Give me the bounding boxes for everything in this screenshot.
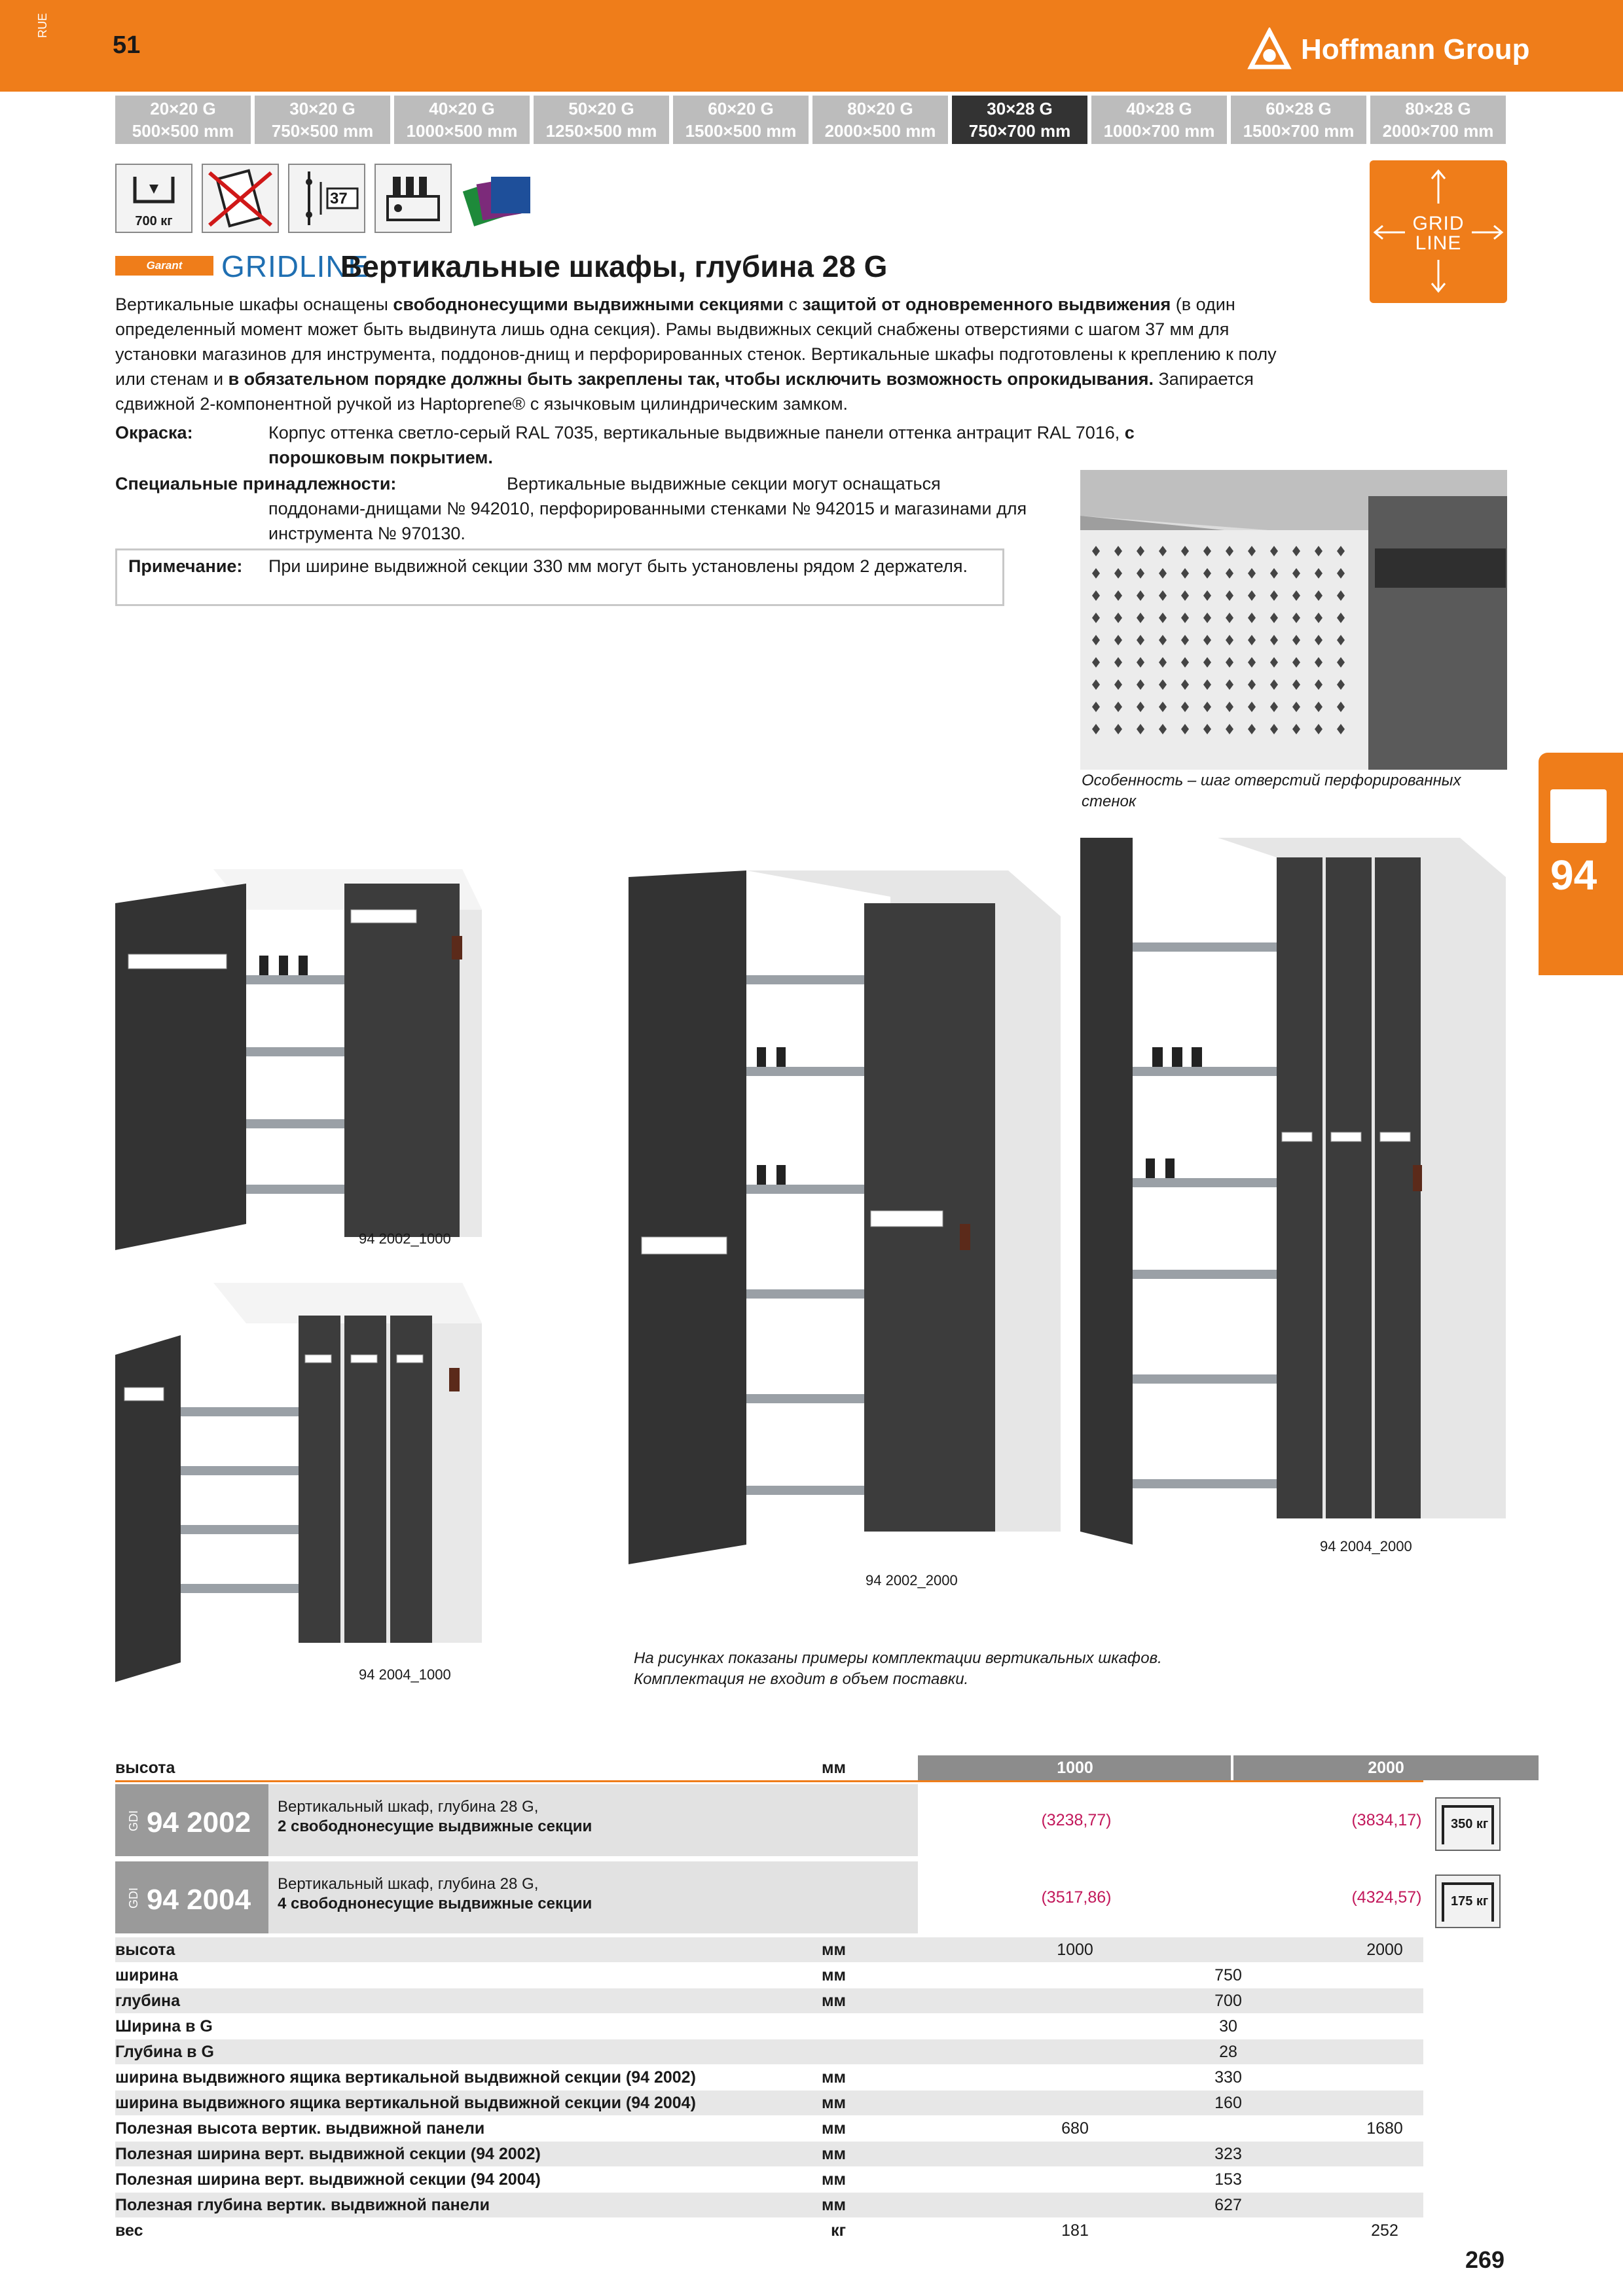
- intro-text: Вертикальные шкафы оснащены свободнонесущими выдвижными секциями с защитой от одновременного выдвижения (в один определенный момент может быть выдвинута лишь одна секция). Рамы выдвижных секций снабжены отверстиями с шагом 37 мм для установки магазинов для инструмента, поддонов-днищ и перфорированных стенок. Вертикальные шкафы подготовлены к креплению к полу или стенам и в обязательном порядке должны быть закреплены так, чтобы исключить возможность опрокидывания. Запирается сдвижной 2-компонентной ручкой из Haptoprene® с язычковым цилиндрическим замком.: [115, 295, 1277, 414]
- spec-row: ширина мм 750: [115, 1966, 1242, 1984]
- spec-row: глубина мм 700: [115, 1988, 1423, 2013]
- spec-row: высота мм 1000 2000: [115, 1937, 1423, 1962]
- cabinet-image-942004-2000: [1080, 838, 1506, 1545]
- spec-row: Ширина в G 30: [115, 2017, 1237, 2036]
- price-2000: (3834,17): [1232, 1784, 1539, 1856]
- brand-logo: [1247, 27, 1530, 72]
- spec-row: Полезная высота вертик. выдвижной панели мм 680 1680: [115, 2119, 1403, 2138]
- load-capacity-label: 700 кг: [135, 214, 173, 228]
- accessories-text-2: поддонами-днищами № 942010, перфорированными стенками № 942015 и магазинами для инструмента № 970130.: [268, 499, 1027, 543]
- product-row: [115, 1784, 1423, 1856]
- cabinet-caption-1: 94 2002_1000: [359, 1230, 451, 1247]
- garant-logo: Garant: [115, 256, 213, 276]
- spec-row: Полезная ширина верт. выдвижной секции (94 2004) мм 153: [115, 2170, 1242, 2189]
- drawer-load-icon: 175 кг: [1435, 1874, 1501, 1928]
- price-1000: (3517,86): [918, 1861, 1232, 1933]
- load-capacity-icon: [115, 164, 192, 233]
- product-description: Вертикальный шкаф, глубина 28 G, 4 свободнонесущие выдвижные секции: [268, 1861, 918, 1933]
- gridline-logo: GRIDLINE: [221, 249, 369, 283]
- product-row: [115, 1861, 1423, 1933]
- spec-row: Глубина в G 28: [115, 2039, 1423, 2064]
- accessories-label: Специальные принадлежности:: [115, 474, 397, 493]
- hole-pitch-label: 37: [330, 190, 348, 207]
- price-2000: (4324,57): [1232, 1861, 1539, 1933]
- cabinet-image-942004-1000: [115, 1276, 482, 1682]
- header-height-2000: 2000: [1231, 1755, 1539, 1780]
- grid-size-cell: 40×28 G 1000×700 mm: [1091, 96, 1227, 144]
- grid-size-cell: 40×20 G 1000×500 mm: [394, 96, 530, 144]
- grid-size-strip: [115, 96, 1506, 144]
- price-1000: (3238,77): [918, 1784, 1232, 1856]
- spec-row: ширина выдвижного ящика вертикальной выдвижной секции (94 2004) мм 160: [115, 2090, 1423, 2115]
- note-text: При ширине выдвижной секции 330 мм могут быть установлены рядом 2 держателя.: [268, 556, 968, 576]
- grid-size-cell: 60×20 G 1500×500 mm: [673, 96, 809, 144]
- cabinet-image-942002-1000: [115, 844, 482, 1263]
- cabinet-caption-4: 94 2004_2000: [1320, 1538, 1412, 1554]
- page-number-top: 51: [113, 31, 141, 59]
- cabinet-icon: [1550, 789, 1607, 843]
- paint-text: Корпус оттенка светло-серый RAL 7035, вертикальные выдвижные панели оттенка антрацит RAL 7016, с порошковым покрытием.: [268, 423, 1135, 467]
- header-label: высота: [115, 1759, 175, 1777]
- grid-size-cell: 30×20 G 750×500 mm: [255, 96, 390, 144]
- table-header-row: [115, 1755, 1423, 1780]
- header-height-1000: 1000: [918, 1755, 1232, 1780]
- feature-icons: [115, 164, 538, 233]
- hole-pitch-icon: [288, 164, 365, 233]
- product-code-cell: [115, 1861, 268, 1933]
- page-title: Вертикальные шкафы, глубина 28 G: [340, 249, 888, 283]
- tool-magazine-icon: [374, 164, 452, 233]
- product-code: 94 2004: [147, 1884, 251, 1916]
- grid-size-cell: 80×20 G 2000×500 mm: [812, 96, 948, 144]
- drawer-load-icon: 350 кг: [1435, 1797, 1501, 1851]
- table-accent-line: [115, 1780, 1423, 1782]
- group-code: GDI: [127, 1887, 140, 1909]
- cabinet-caption-2: 94 2004_1000: [359, 1666, 451, 1683]
- cabinet-caption-3: 94 2002_2000: [866, 1572, 958, 1588]
- group-code: GDI: [127, 1810, 140, 1831]
- gridline-badge: [1370, 160, 1507, 303]
- grid-size-cell: 60×28 G 1500×700 mm: [1231, 96, 1366, 144]
- product-code: 94 2002: [147, 1806, 251, 1839]
- grid-size-cell: 20×20 G 500×500 mm: [115, 96, 251, 144]
- color-samples-icon: [461, 164, 538, 233]
- grid-size-cell: 80×28 G 2000×700 mm: [1370, 96, 1506, 144]
- photo-caption: Особенность – шаг отверстий перфорированных стенок: [1082, 772, 1461, 810]
- accessories-text-1: Вертикальные выдвижные секции могут оснащаться: [507, 474, 941, 493]
- page-number-bottom: 269: [1465, 2246, 1505, 2273]
- grid-size-cell: 30×28 G 750×700 mm: [952, 96, 1087, 144]
- brand-name: Hoffmann Group: [1301, 33, 1530, 65]
- chapter-number: 94: [1550, 852, 1597, 899]
- spec-row: вес кг 181 252: [115, 2221, 1398, 2240]
- figures-caption: На рисунках показаны примеры комплектации вертикальных шкафов. Комплектация не входит в объем поставки.: [634, 1649, 1162, 1688]
- note-label: Примечание:: [128, 556, 243, 576]
- hoffmann-logo-icon: [1247, 27, 1292, 72]
- grid-size-cell: 50×20 G 1250×500 mm: [534, 96, 669, 144]
- spec-row: Полезная ширина верт. выдвижной секции (94 2002) мм 323: [115, 2142, 1423, 2166]
- spec-row: ширина выдвижного ящика вертикальной выдвижной секции (94 2002) мм 330: [115, 2068, 1242, 2087]
- header-unit: мм: [822, 1759, 846, 1777]
- chapter-tab: [1539, 753, 1623, 975]
- cabinet-image-942002-2000: [629, 870, 1061, 1564]
- badge-line2: LINE: [1415, 232, 1462, 254]
- product-description: Вертикальный шкаф, глубина 28 G, 2 свободнонесущие выдвижные секции: [268, 1784, 918, 1856]
- language-label: RUE: [36, 12, 49, 38]
- product-code-cell: [115, 1784, 268, 1856]
- no-tipping-icon: [202, 164, 279, 233]
- spec-row: Полезная глубина вертик. выдвижной панели мм 627: [115, 2193, 1423, 2217]
- paint-label: Окраска:: [115, 423, 193, 442]
- badge-line1: GRID: [1412, 213, 1465, 234]
- perforated-wall-photo: [1080, 470, 1507, 770]
